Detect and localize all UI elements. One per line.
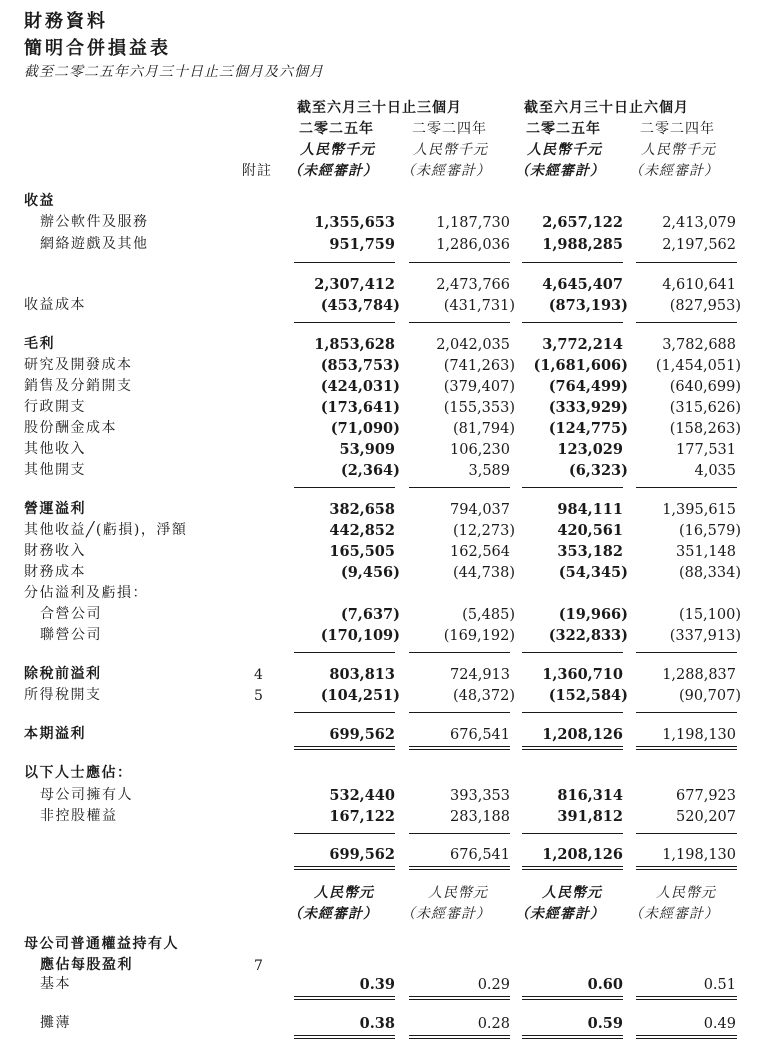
- rule: [636, 996, 737, 997]
- value-rnd-3: (1,681,606): [533, 357, 628, 374]
- rule: [522, 869, 623, 870]
- value-gross-4: 3,782,688: [662, 337, 736, 353]
- value-tax-2: (48,372): [452, 688, 515, 704]
- rule: [409, 1035, 510, 1036]
- row-label-finance-cost: 財務成本: [24, 564, 86, 580]
- header-audit-2: （未經審計）: [401, 163, 491, 179]
- rule: [294, 866, 395, 867]
- value-jv-2: (5,485): [462, 607, 515, 623]
- rule: [409, 833, 510, 834]
- row-label-admin: 行政開支: [24, 399, 86, 415]
- value-diluted-3: 0.59: [587, 1015, 623, 1032]
- header-currency-3: 人民幣千元: [527, 142, 602, 158]
- row-label-other-income: 其他收入: [24, 441, 86, 457]
- period-subtitle: 截至二零二五年六月三十日止三個月及六個月: [24, 64, 324, 80]
- row-label-games: 網絡遊戲及其他: [40, 236, 149, 252]
- value-basic-1: 0.39: [359, 976, 395, 993]
- value-cost-1: (453,784): [320, 297, 400, 314]
- header-year-3: 二零二五年: [526, 121, 601, 137]
- row-label-rnd: 研究及開發成本: [24, 357, 133, 373]
- eps-audit-1: （未經審計）: [288, 906, 378, 922]
- note-ref-pbt: 4: [254, 667, 263, 683]
- header-year-1: 二零二五年: [299, 121, 374, 137]
- value-admin-3: (333,929): [548, 399, 628, 416]
- rule: [409, 487, 510, 488]
- section-revenue: 收益: [24, 193, 55, 209]
- header-currency-1: 人民幣千元: [300, 142, 375, 158]
- value-cost-4: (827,953): [669, 298, 741, 314]
- section-title: 財務資料: [24, 11, 108, 32]
- value-assoc-4: (337,913): [669, 628, 741, 644]
- value-rnd-4: (1,454,051): [655, 358, 741, 374]
- value-profit-2: 676,541: [450, 727, 510, 743]
- header-currency-4: 人民幣千元: [641, 142, 716, 158]
- rule: [636, 746, 737, 747]
- value-rnd-2: (741,263): [443, 358, 515, 374]
- rule: [636, 262, 737, 263]
- value-pbt-1: 803,813: [329, 666, 395, 683]
- row-label-owners: 母公司擁有人: [40, 787, 133, 803]
- value-profit-1: 699,562: [329, 726, 395, 743]
- rule: [294, 262, 395, 263]
- value-nci-3: 391,812: [557, 808, 623, 825]
- row-label-finance-income: 財務收入: [24, 543, 86, 559]
- value-profit-3: 1,208,126: [542, 726, 623, 743]
- row-label-tax: 所得稅開支: [24, 687, 102, 703]
- eps-currency-2: 人民幣元: [428, 885, 488, 901]
- row-label-pbt: 除稅前溢利: [24, 666, 102, 682]
- value-tax-1: (104,251): [320, 687, 400, 704]
- rule: [636, 1035, 737, 1036]
- value-admin-2: (155,353): [443, 400, 515, 416]
- row-label-basic: 基本: [40, 976, 71, 992]
- section-eps-line1: 母公司普通權益持有人: [24, 936, 179, 952]
- eps-audit-3: （未經審計）: [515, 906, 605, 922]
- value-attr-total-2: 676,541: [450, 847, 510, 863]
- value-other-income-4: 177,531: [676, 442, 736, 458]
- rule: [522, 712, 623, 713]
- rule: [409, 866, 510, 867]
- row-label-nci: 非控股權益: [40, 808, 118, 824]
- header-audit-3: （未經審計）: [515, 163, 605, 179]
- rule: [294, 869, 395, 870]
- rule: [636, 999, 737, 1000]
- value-pbt-3: 1,360,710: [542, 666, 623, 683]
- rule: [522, 1035, 623, 1036]
- value-revenue-total-2: 2,473,766: [436, 277, 510, 293]
- value-assoc-1: (170,109): [320, 627, 400, 644]
- value-pbt-2: 724,913: [450, 667, 510, 683]
- rule: [636, 866, 737, 867]
- rule: [522, 746, 623, 747]
- value-jv-1: (7,637): [340, 606, 400, 623]
- row-label-diluted: 攤薄: [40, 1015, 71, 1031]
- value-operating-3: 984,111: [557, 501, 623, 518]
- value-nci-4: 520,207: [676, 809, 736, 825]
- rule: [522, 652, 623, 653]
- rule: [522, 487, 623, 488]
- eps-audit-2: （未經審計）: [401, 906, 491, 922]
- value-selling-4: (640,699): [669, 379, 741, 395]
- value-other-gains-2: (12,273): [452, 523, 515, 539]
- value-nci-2: 283,188: [450, 809, 510, 825]
- value-tax-3: (152,584): [548, 687, 628, 704]
- section-eps-line2: 應佔每股盈利: [40, 957, 133, 973]
- value-other-expense-2: 3,589: [468, 463, 510, 479]
- value-revenue-total-1: 2,307,412: [314, 276, 395, 293]
- value-finance-cost-3: (54,345): [558, 564, 628, 581]
- rule: [409, 746, 510, 747]
- rule: [636, 487, 737, 488]
- rule: [522, 999, 623, 1000]
- value-tax-4: (90,707): [678, 688, 741, 704]
- value-operating-2: 794,037: [450, 502, 510, 518]
- value-selling-1: (424,031): [320, 378, 400, 395]
- value-owners-4: 677,923: [676, 788, 736, 804]
- rule: [294, 1035, 395, 1036]
- rule: [294, 652, 395, 653]
- value-gross-2: 2,042,035: [436, 337, 510, 353]
- rule: [522, 1038, 623, 1039]
- rule: [409, 869, 510, 870]
- value-finance-income-1: 165,505: [329, 543, 395, 560]
- rule: [294, 712, 395, 713]
- value-admin-4: (315,626): [669, 400, 741, 416]
- value-office-2: 1,187,730: [436, 215, 510, 231]
- row-label-gross: 毛利: [24, 336, 55, 352]
- value-owners-3: 816,314: [557, 787, 623, 804]
- value-finance-income-3: 353,182: [557, 543, 623, 560]
- row-label-jv: 合營公司: [40, 606, 102, 622]
- value-basic-4: 0.51: [703, 977, 736, 993]
- value-operating-4: 1,395,615: [662, 502, 736, 518]
- rule: [409, 652, 510, 653]
- rule: [294, 999, 395, 1000]
- value-finance-income-2: 162,564: [450, 544, 510, 560]
- rule: [294, 833, 395, 834]
- rule: [409, 1038, 510, 1039]
- row-label-share-of-profits: 分佔溢利及虧損：: [24, 585, 148, 601]
- rule: [636, 322, 737, 323]
- rule: [294, 1038, 395, 1039]
- value-gross-3: 3,772,214: [542, 336, 623, 353]
- row-label-operating: 營運溢利: [24, 501, 86, 517]
- rule: [294, 487, 395, 488]
- value-pbt-4: 1,288,837: [662, 667, 736, 683]
- value-operating-1: 382,658: [329, 501, 395, 518]
- value-assoc-2: (169,192): [443, 628, 515, 644]
- rule: [522, 866, 623, 867]
- value-revenue-total-3: 4,645,407: [542, 276, 623, 293]
- rule: [522, 749, 623, 750]
- rule: [294, 996, 395, 997]
- rule: [522, 262, 623, 263]
- value-cost-3: (873,193): [548, 297, 628, 314]
- row-label-assoc: 聯營公司: [40, 627, 102, 643]
- value-profit-4: 1,198,130: [662, 727, 736, 743]
- value-jv-4: (15,100): [678, 607, 741, 623]
- rule: [522, 996, 623, 997]
- value-other-expense-1: (2,364): [340, 462, 400, 479]
- value-games-4: 2,197,562: [662, 237, 736, 253]
- value-revenue-total-4: 4,610,641: [662, 277, 736, 293]
- header-group-6m: 截至六月三十日止六個月: [524, 100, 689, 116]
- rule: [636, 1038, 737, 1039]
- row-label-share-comp: 股份酬金成本: [24, 420, 117, 436]
- value-owners-1: 532,440: [329, 787, 395, 804]
- value-attr-total-1: 699,562: [329, 846, 395, 863]
- value-games-2: 1,286,036: [436, 237, 510, 253]
- note-ref-eps: 7: [254, 958, 263, 974]
- value-diluted-1: 0.38: [359, 1015, 395, 1032]
- rule: [294, 746, 395, 747]
- eps-currency-1: 人民幣元: [314, 885, 374, 901]
- value-finance-cost-4: (88,334): [678, 565, 741, 581]
- header-notes: 附註: [242, 163, 272, 179]
- header-audit-4: （未經審計）: [629, 163, 719, 179]
- value-games-1: 951,759: [329, 236, 395, 253]
- rule: [522, 833, 623, 834]
- value-other-income-1: 53,909: [339, 441, 395, 458]
- value-finance-income-4: 351,148: [676, 544, 736, 560]
- value-share-comp-1: (71,090): [330, 420, 400, 437]
- value-cost-2: (431,731): [443, 298, 515, 314]
- rule: [409, 262, 510, 263]
- rule: [636, 749, 737, 750]
- value-other-expense-3: (6,323): [568, 462, 628, 479]
- value-selling-3: (764,499): [548, 378, 628, 395]
- rule: [294, 322, 395, 323]
- row-label-other-gains: 其他收益╱(虧損)，淨額: [24, 522, 188, 538]
- rule: [409, 749, 510, 750]
- value-diluted-2: 0.28: [477, 1016, 510, 1032]
- value-other-gains-3: 420,561: [557, 522, 623, 539]
- rule: [409, 996, 510, 997]
- value-other-expense-4: 4,035: [694, 463, 736, 479]
- value-basic-3: 0.60: [587, 976, 623, 993]
- value-other-gains-1: 442,852: [329, 522, 395, 539]
- value-jv-3: (19,966): [558, 606, 628, 623]
- row-label-profit: 本期溢利: [24, 726, 86, 742]
- value-attr-total-3: 1,208,126: [542, 846, 623, 863]
- value-attr-total-4: 1,198,130: [662, 847, 736, 863]
- eps-audit-4: （未經審計）: [629, 906, 719, 922]
- value-share-comp-4: (158,263): [669, 421, 741, 437]
- value-share-comp-3: (124,775): [548, 420, 628, 437]
- eps-currency-4: 人民幣元: [656, 885, 716, 901]
- value-share-comp-2: (81,794): [452, 421, 515, 437]
- value-gross-1: 1,853,628: [314, 336, 395, 353]
- value-other-income-2: 106,230: [450, 442, 510, 458]
- value-office-3: 2,657,122: [542, 214, 623, 231]
- value-selling-2: (379,407): [443, 379, 515, 395]
- rule: [522, 322, 623, 323]
- value-assoc-3: (322,833): [548, 627, 628, 644]
- value-office-1: 1,355,653: [314, 214, 395, 231]
- header-currency-2: 人民幣千元: [413, 142, 488, 158]
- header-year-4: 二零二四年: [640, 121, 715, 137]
- rule: [636, 712, 737, 713]
- section-attributable: 以下人士應佔：: [24, 765, 133, 781]
- rule: [294, 749, 395, 750]
- rule: [636, 869, 737, 870]
- row-label-other-expense: 其他開支: [24, 462, 86, 478]
- value-rnd-1: (853,753): [320, 357, 400, 374]
- note-ref-tax: 5: [254, 688, 263, 704]
- value-basic-2: 0.29: [477, 977, 510, 993]
- row-label-cost: 收益成本: [24, 297, 86, 313]
- value-admin-1: (173,641): [320, 399, 400, 416]
- rule: [409, 322, 510, 323]
- statement-title: 簡明合併損益表: [24, 38, 171, 59]
- header-group-3m: 截至六月三十日止三個月: [297, 100, 462, 116]
- rule: [409, 999, 510, 1000]
- value-owners-2: 393,353: [450, 788, 510, 804]
- row-label-selling: 銷售及分銷開支: [24, 378, 133, 394]
- value-nci-1: 167,122: [329, 808, 395, 825]
- value-finance-cost-1: (9,456): [340, 564, 400, 581]
- rule: [409, 712, 510, 713]
- value-other-income-3: 123,029: [557, 441, 623, 458]
- rule: [636, 652, 737, 653]
- value-other-gains-4: (16,579): [678, 523, 741, 539]
- header-year-2: 二零二四年: [412, 121, 487, 137]
- value-games-3: 1,988,285: [542, 236, 623, 253]
- value-office-4: 2,413,079: [662, 215, 736, 231]
- eps-currency-3: 人民幣元: [542, 885, 602, 901]
- value-diluted-4: 0.49: [703, 1016, 736, 1032]
- rule: [636, 833, 737, 834]
- row-label-office: 辦公軟件及服務: [40, 214, 149, 230]
- header-audit-1: （未經審計）: [288, 163, 378, 179]
- value-finance-cost-2: (44,738): [452, 565, 515, 581]
